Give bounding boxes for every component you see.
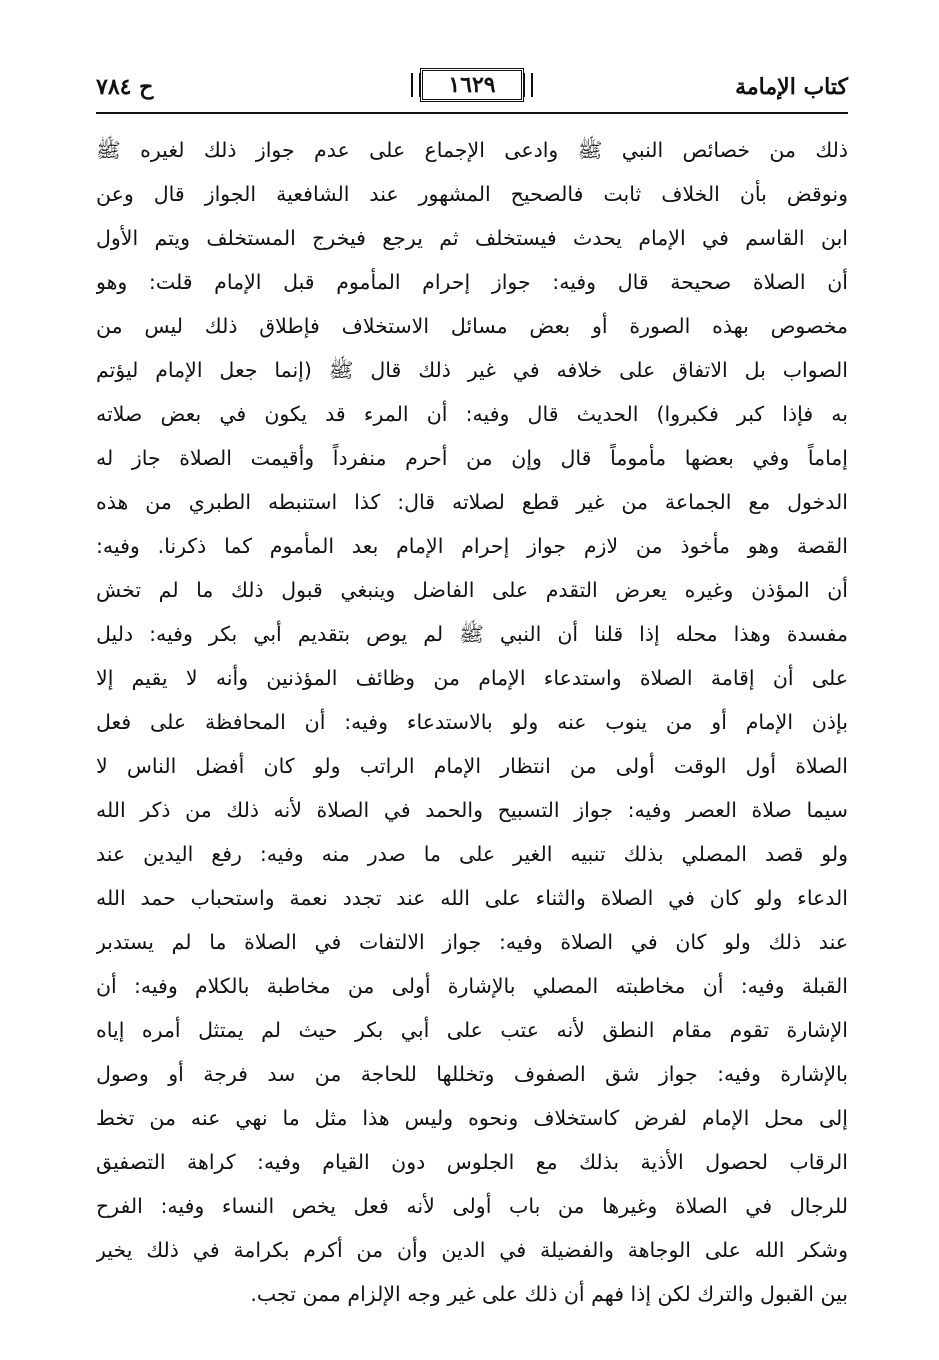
text-line: عند ذلك ولو كان في الصلاة وفيه: جواز الالتفات في الصلاة ما لم يستدبر [96, 930, 848, 954]
text-line: الدعاء ولو كان في الصلاة والثناء على الله عند تجدد نعمة واستحباب حمد الله [96, 886, 848, 910]
text-line: ذلك من خصائص النبي ﷺ وادعى الإجماع على عدم جواز ذلك لغيره ﷺ [96, 138, 848, 162]
text-line: بإذن الإمام أو من ينوب عنه ولو بالاستدعاء وفيه: أن المحافظة على فعل [96, 710, 848, 734]
text-line: القصة وهو مأخوذ من لازم جواز إحرام الإمام بعد المأموم كما ذكرنا. وفيه: [96, 534, 848, 558]
text-line: أن الصلاة صحيحة قال وفيه: جواز إحرام المأموم قبل الإمام قلت: وهو [96, 270, 848, 294]
text-line: إلى محل الإمام لفرض كاستخلاف ونحوه وليس هذا مثل ما نهي عنه من تخط [96, 1106, 848, 1130]
page-number: ١٦٢٩ [420, 68, 524, 102]
chapter-title: كتاب الإمامة [735, 74, 848, 100]
page-header [96, 60, 848, 106]
text-line: الرقاب لحصول الأذية بذلك مع الجلوس دون القيام وفيه: كراهة التصفيق [96, 1150, 848, 1174]
text-line: ولو قصد المصلي بذلك تنبيه الغير على ما صدر منه وفيه: رفع اليدين عند [96, 842, 848, 866]
text-line: أن المؤذن وغيره يعرض التقدم على الفاضل وينبغي قبول ذلك ما لم تخش [96, 578, 848, 602]
hadith-reference: ح ٧٨٤ [96, 74, 154, 100]
text-line: ونوقض بأن الخلاف ثابت فالصحيح المشهور عند الشافعية الجواز قال وعن [96, 182, 848, 206]
text-line: الدخول مع الجماعة من غير قطع لصلاته قال: كذا استنبطه الطبري من هذه [96, 490, 848, 514]
text-line: بالإشارة وفيه: جواز شق الصفوف وتخللها للحاجة من سد فرجة أو وصول [96, 1062, 848, 1086]
text-line: الصواب بل الاتفاق على خلافه في غير ذلك قال ﷺ (إنما جعل الإمام ليؤتم [96, 358, 848, 382]
text-line: للرجال في الصلاة وغيرها من باب أولى لأنه فعل يخص النساء وفيه: الفرح [96, 1194, 848, 1218]
text-line: مخصوص بهذه الصورة أو بعض مسائل الاستخلاف فإطلاق ذلك ليس من [96, 314, 848, 338]
text-line: به فإذا كبر فكبروا) الحديث قال وفيه: أن المرء قد يكون في بعض صلاته [96, 402, 848, 426]
text-line: الصلاة أول الوقت أولى من انتظار الإمام الراتب ولو كان أفضل الناس لا [96, 754, 848, 778]
text-line: على أن إقامة الصلاة واستدعاء الإمام من وظائف المؤذنين وأنه لا يقيم إلا [96, 666, 848, 690]
text-line: وشكر الله على الوجاهة والفضيلة في الدين وأن من أكرم بكرامة في ذلك يخير [96, 1238, 848, 1262]
text-line: الإشارة تقوم مقام النطق لأنه عتب على أبي بكر حيث لم يمتثل أمره إياه [96, 1018, 848, 1042]
text-line-last: بين القبول والترك لكن إذا فهم أن ذلك على غير وجه الإلزام ممن تجب. [250, 1282, 848, 1306]
text-line: ابن القاسم في الإمام يحدث فيستخلف ثم يرجع فيخرج المستخلف ويتم الأول [96, 226, 848, 250]
body-text [96, 128, 848, 1316]
header-divider [96, 112, 848, 114]
text-line: القبلة وفيه: أن مخاطبته المصلي بالإشارة أولى من مخاطبة بالكلام وفيه: أن [96, 974, 848, 998]
text-line: مفسدة وهذا محله إذا قلنا أن النبي ﷺ لم يوص بتقديم أبي بكر وفيه: دليل [96, 622, 848, 646]
text-line: سيما صلاة العصر وفيه: جواز التسبيح والحمد في الصلاة لأنه ذلك من ذكر الله [96, 798, 848, 822]
text-line: إماماً وفي بعضها مأموماً قال وإن من أحرم منفرداً وأقيمت الصلاة جاز له [96, 446, 848, 470]
